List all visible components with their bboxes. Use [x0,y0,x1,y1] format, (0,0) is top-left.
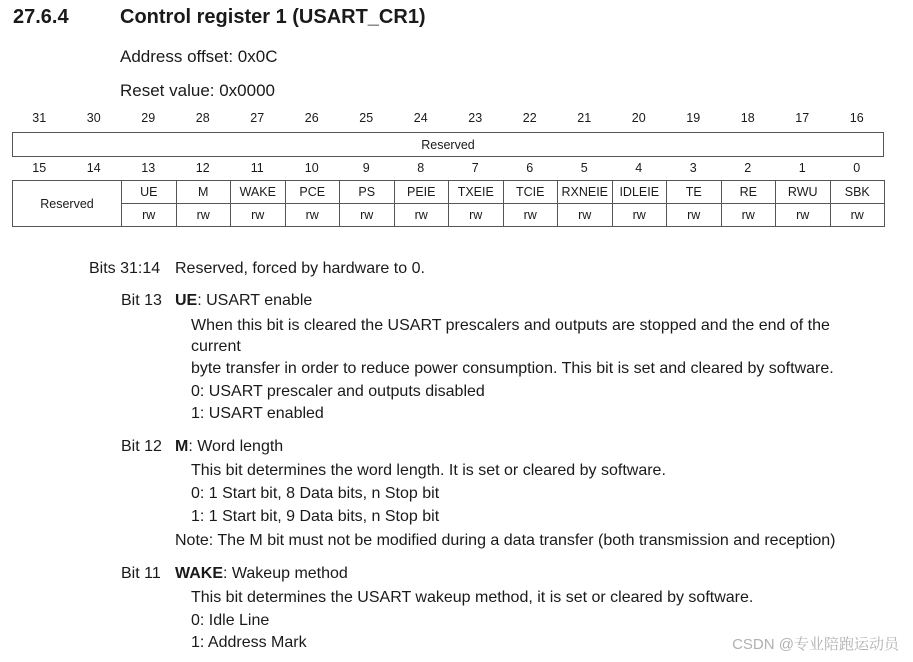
bit-13-line: 1: USART enabled [191,405,324,422]
reserved-upper-cell: Reserved [13,133,884,157]
bit-number: 11 [250,161,264,175]
address-offset: Address offset: 0x0C [120,47,278,66]
field-tcie: TCIE [503,181,558,204]
bit-11-name: WAKE [175,565,223,582]
bit-number: 24 [413,111,428,125]
bit-number: 12 [195,161,210,175]
access-cell: rw [176,204,231,227]
field-rwu: RWU [776,181,831,204]
bit-number: 15 [32,161,47,175]
access-cell: rw [122,204,177,227]
register-upper-table [12,132,884,157]
access-cell: rw [558,204,613,227]
bit-number: 20 [631,111,646,125]
bit-13-label: Bit 13 [121,292,162,309]
bit-number: 14 [86,161,101,175]
lower-bit-numbers [12,161,884,179]
field-re: RE [721,181,776,204]
section-title: Control register 1 (USART_CR1) [120,6,426,28]
bit-number: 27 [250,111,265,125]
bit-12-note: Note: The M bit must not be modified during a data transfer (both transmission and reception) [175,532,836,549]
field-sbk: SBK [830,181,885,204]
access-row [13,204,885,227]
access-cell: rw [503,204,558,227]
field-ps: PS [340,181,395,204]
bit-13-line: byte transfer in order to reduce power consumption. This bit is set and cleared by software. [191,360,834,377]
bit-11-heading [175,565,348,583]
upper-bit-numbers [12,111,884,129]
bit-number: 30 [86,111,101,125]
bit-13-line: current [191,338,241,355]
bit-number: 23 [468,111,483,125]
bit-number: 6 [526,161,534,175]
bit-12-line: 1: 1 Start bit, 9 Data bits, n Stop bit [191,508,440,525]
bit-number: 8 [417,161,425,175]
bit-number: 16 [849,111,864,125]
field-txeie: TXEIE [449,181,504,204]
register-lower-table [12,180,885,227]
bit-number: 25 [359,111,374,125]
section-number: 27.6.4 [13,6,69,28]
bit-12-name: M [175,438,189,455]
bit-11-title: : Wakeup method [223,565,348,582]
access-cell: rw [776,204,831,227]
bit-13-heading [175,292,312,310]
access-cell: rw [449,204,504,227]
bits-31-14-text: Reserved, forced by hardware to 0. [175,260,425,277]
field-idleie: IDLEIE [612,181,667,204]
field-pce: PCE [285,181,340,204]
bit-number: 29 [141,111,156,125]
field-ue: UE [122,181,177,204]
bit-13-title: : USART enable [197,292,313,309]
access-cell: rw [285,204,340,227]
bit-number: 22 [522,111,537,125]
bit-12-heading [175,438,283,456]
field-te: TE [667,181,722,204]
bit-number: 31 [32,111,47,125]
bit-number: 5 [580,161,588,175]
bit-number: 28 [195,111,210,125]
bit-number: 2 [744,161,752,175]
bit-12-line: 0: 1 Start bit, 8 Data bits, n Stop bit [191,485,440,502]
field-wake: WAKE [231,181,286,204]
access-cell: rw [830,204,885,227]
bit-number: 21 [577,111,592,125]
bit-number: 17 [795,111,810,125]
bit-number: 18 [740,111,755,125]
access-cell: rw [612,204,667,227]
bit-11-label: Bit 11 [121,565,161,582]
watermark: CSDN @专业陪跑运动员 [732,636,899,653]
bit-11-line: 0: Idle Line [191,612,270,629]
bit-11-line: 1: Address Mark [191,634,307,651]
bit-number: 13 [141,161,156,175]
access-cell: rw [721,204,776,227]
field-peie: PEIE [394,181,449,204]
access-cell: rw [667,204,722,227]
access-cell: rw [231,204,286,227]
bit-12-label: Bit 12 [121,438,162,455]
bit-number: 10 [304,161,319,175]
bit-13-line: When this bit is cleared the USART prescalers and outputs are stopped and the end of the [191,317,830,334]
bit-number: 19 [686,111,701,125]
bit-13-line: 0: USART prescaler and outputs disabled [191,383,485,400]
field-rxneie: RXNEIE [558,181,613,204]
bit-number: 1 [798,161,806,175]
bit-number: 9 [362,161,370,175]
field-name-row [13,181,885,204]
field-m: M [176,181,231,204]
bit-13-name: UE [175,292,198,309]
reset-value: Reset value: 0x0000 [120,81,275,100]
bit-number: 4 [635,161,643,175]
reserved-lower-cell: Reserved [13,181,122,227]
bits-31-14-label: Bits 31:14 [89,260,161,277]
bit-number: 26 [304,111,319,125]
access-cell: rw [394,204,449,227]
bit-12-line: This bit determines the word length. It is set or cleared by software. [191,462,666,479]
bit-number: 3 [689,161,697,175]
bit-11-line: This bit determines the USART wakeup method, it is set or cleared by software. [191,589,754,606]
bit-number: 0 [853,161,861,175]
bit-12-title: : Word length [188,438,284,455]
access-cell: rw [340,204,395,227]
bit-number: 7 [471,161,479,175]
